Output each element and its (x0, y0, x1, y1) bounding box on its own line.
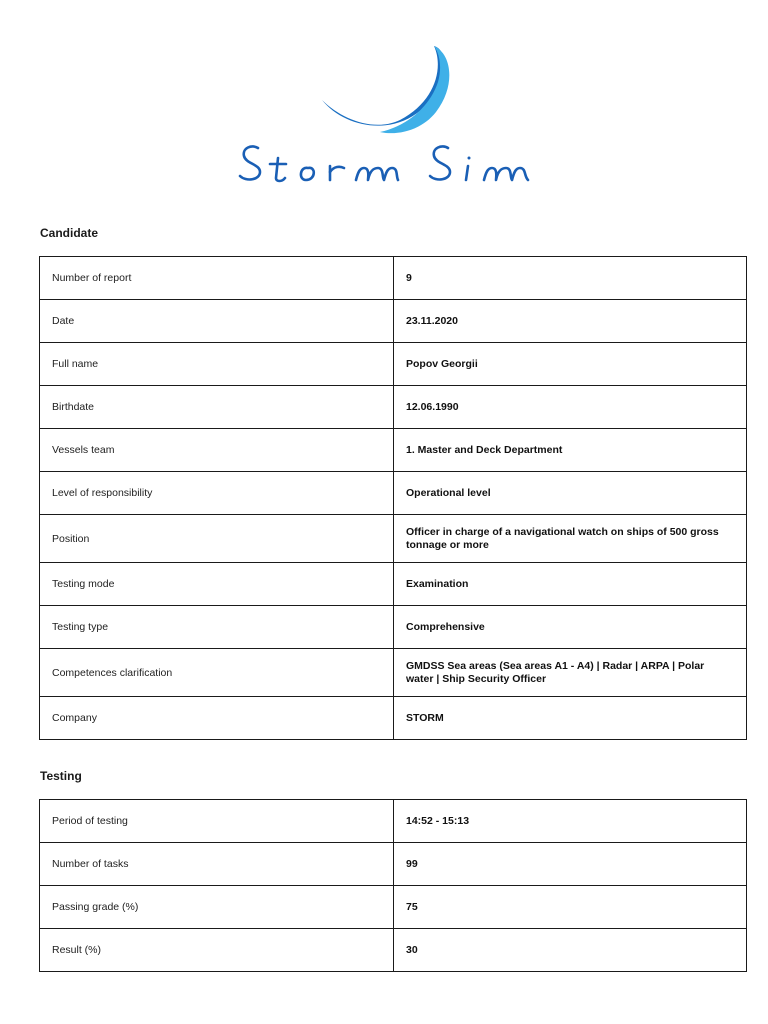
table-row (40, 343, 747, 386)
table-row (40, 800, 747, 843)
table-row (40, 429, 747, 472)
table-row (40, 257, 747, 300)
row-label: Result (%) (40, 929, 394, 972)
row-value: 99 (394, 843, 747, 886)
row-label: Competences clarification (40, 649, 394, 697)
row-label: Testing mode (40, 563, 394, 606)
row-value: Popov Georgii (394, 343, 747, 386)
row-label: Company (40, 697, 394, 740)
row-value: 23.11.2020 (394, 300, 747, 343)
row-label: Position (40, 515, 394, 563)
row-value: Officer in charge of a navigational watch on ships of 500 gross tonnage or more (394, 515, 747, 563)
testing-table (39, 799, 747, 972)
row-value: STORM (394, 697, 747, 740)
table-row (40, 515, 747, 563)
table-row (40, 563, 747, 606)
row-value: 12.06.1990 (394, 386, 747, 429)
table-row (40, 386, 747, 429)
row-value: 30 (394, 929, 747, 972)
row-value: GMDSS Sea areas (Sea areas A1 - A4) | Radar | ARPA | Polar water | Ship Security Officer (394, 649, 747, 697)
row-label: Date (40, 300, 394, 343)
table-row (40, 886, 747, 929)
row-label: Birthdate (40, 386, 394, 429)
table-row (40, 300, 747, 343)
row-value: 75 (394, 886, 747, 929)
table-row (40, 649, 747, 697)
table-row (40, 472, 747, 515)
candidate-section-title: Candidate (40, 226, 99, 240)
testing-section-title: Testing (40, 769, 82, 783)
row-label: Number of report (40, 257, 394, 300)
row-value: 9 (394, 257, 747, 300)
table-row (40, 606, 747, 649)
table-row (40, 929, 747, 972)
row-label: Vessels team (40, 429, 394, 472)
wave-icon (322, 46, 449, 133)
row-label: Number of tasks (40, 843, 394, 886)
candidate-table (39, 256, 747, 740)
row-label: Passing grade (%) (40, 886, 394, 929)
row-label: Full name (40, 343, 394, 386)
row-value: Examination (394, 563, 747, 606)
row-label: Period of testing (40, 800, 394, 843)
storm-sim-wordmark (240, 146, 528, 181)
storm-sim-logo (230, 40, 540, 190)
row-label: Level of responsibility (40, 472, 394, 515)
row-value: Operational level (394, 472, 747, 515)
row-value: 1. Master and Deck Department (394, 429, 747, 472)
row-label: Testing type (40, 606, 394, 649)
row-value: 14:52 - 15:13 (394, 800, 747, 843)
row-value: Comprehensive (394, 606, 747, 649)
table-row (40, 697, 747, 740)
table-row (40, 843, 747, 886)
